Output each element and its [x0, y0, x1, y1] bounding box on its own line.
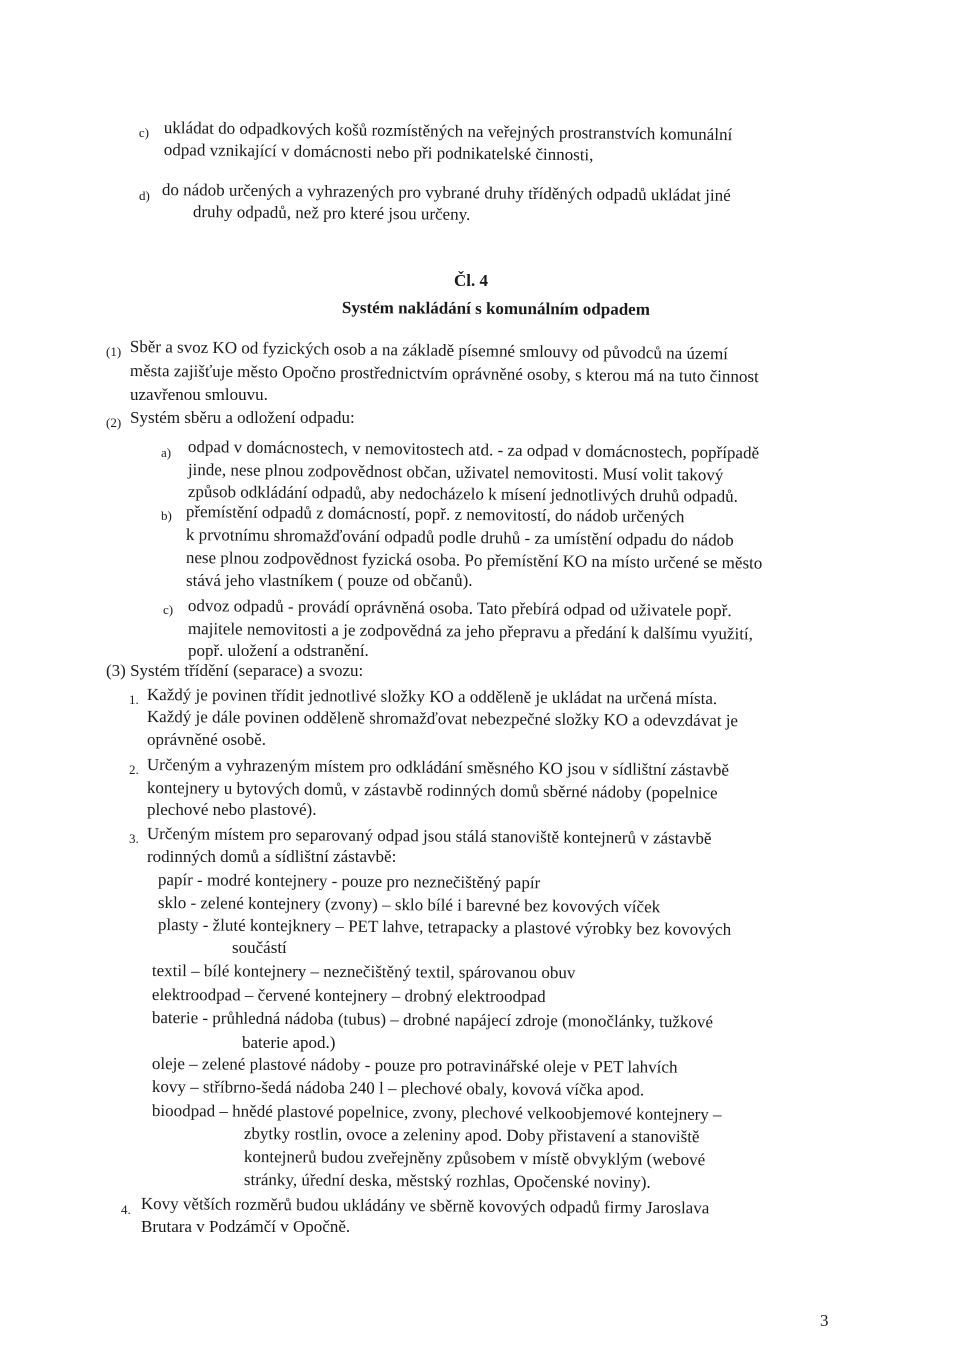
- list-item-baterie: baterie - průhledná nádoba (tubus) – drobné napájecí zdroje (monočlánky, tužkové: [151, 1007, 714, 1032]
- p2-marker: (2): [106, 415, 122, 430]
- list-item-bioodpad-cont: zbytky rostlin, ovoce a zeleniny apod. Doby přistavení a stanoviště: [243, 1124, 700, 1147]
- p2-b-marker: b): [161, 508, 172, 523]
- p3-item1-line: oprávněné osobě.: [147, 730, 266, 749]
- list-item-bioodpad-cont: kontejnerů budou zveřejněny způsobem v místě obvyklým (webové: [243, 1147, 706, 1170]
- p2-b-line: stává jeho vlastníkem ( pouze od občanů).: [186, 571, 473, 590]
- list-item-oleje: oleje – zelené plastové nádoby - pouze pro potravinářské oleje v PET lahvích: [151, 1054, 678, 1077]
- list-item-papir: papír - modré kontejnery - pouze pro neznečištěný papír: [157, 869, 541, 893]
- p3-heading: (3) Systém třídění (separace) a svozu:: [106, 661, 364, 680]
- list-item-bioodpad: bioodpad – hnědé plastové popelnice, zvony, plechové velkoobjemové kontejnery –: [151, 1101, 722, 1124]
- p3-item3-line: rodinných domů a sídlištní zástavbě:: [147, 847, 397, 866]
- p2-heading: Systém sběru a odložení odpadu:: [130, 408, 355, 427]
- list-item-kovy: kovy – stříbrno-šedá nádoba 240 l – plechové obaly, kovová víčka apod.: [151, 1077, 645, 1100]
- p3-item2-marker: 2.: [129, 762, 139, 777]
- p1-line: Sběr a svoz KO od fyzických osob a na základě písemné smlouvy od původců na území: [129, 336, 729, 364]
- article-number: Čl. 4: [454, 271, 488, 290]
- list-item-textil: textil – bílé kontejnery – neznečištěný textil, spárovanou obuv: [151, 961, 576, 983]
- p3-item2-line: kontejnery u bytových domů, v zástavbě rodinných domů sběrné nádoby (popelnice: [146, 777, 718, 803]
- p1-line: města zajišťuje město Opočno prostřednictvím oprávněné osoby, s kterou má na tuto činnost: [129, 360, 759, 387]
- p2-a-marker: a): [161, 445, 172, 460]
- list-item-sklo: sklo - zelené kontejnery (zvony) – sklo bílé i barevné bez kovových víček: [157, 892, 661, 917]
- list-item-plasty: plasty - žluté kontejknery – PET lahve, tetrapacky a plastové výrobky bez kovových: [157, 914, 732, 940]
- p3-item3-line: Určeným místem pro separovaný odpad jsou stálá stanoviště kontejnerů v zástavbě: [146, 823, 712, 848]
- top-item-c-marker: c): [138, 124, 150, 141]
- p2-b-line: nese plnou zodpovědnost fyzická osoba. Po přemístění KO na místo určené se město: [185, 547, 763, 573]
- top-item-d-line: druhy odpadů, než pro které jsou určeny.: [192, 201, 471, 224]
- list-item-baterie-cont: baterie apod.): [242, 1033, 336, 1052]
- p2-c-line: odvoz odpadů - provádí oprávněná osoba. Tato přebírá odpad od uživatele popř.: [187, 595, 732, 621]
- p2-a-line: způsob odkládání odpadů, aby nedocházelo k mísení jednotlivých druhů odpadů.: [187, 481, 738, 506]
- p1-line: uzavřenou smlouvu.: [130, 385, 268, 404]
- p2-b-line: k prvotnímu shromažďování odpadů podle druhů - za umístění odpadu do nádob: [185, 524, 734, 550]
- p3-item1-line: Každý je dále povinen odděleně shromažďovat nebezpečné složky KO a odevzdávat je: [146, 707, 739, 731]
- p2-b-line: přemístění odpadů z domácností, popř. z nemovitostí, do nádob určených: [185, 501, 685, 527]
- article-title: Systém nakládání s komunálním odpadem: [341, 297, 650, 319]
- p3-item1-marker: 1.: [129, 692, 139, 707]
- p3-item4-marker: 4.: [121, 1202, 131, 1217]
- p2-c-line: majitele nemovitosti a je zodpovědná za jeho přepravu a předání k dalšímu využití,: [187, 618, 754, 644]
- p2-c-marker: c): [163, 602, 174, 617]
- list-item-bioodpad-cont: stránky, úřední deska, městský rozhlas, Opočenské noviny).: [243, 1170, 651, 1192]
- p1-marker: (1): [106, 344, 122, 359]
- top-item-c-line: ukládat do odpadkových košů rozmístěných na veřejných prostranstvích komunální: [163, 117, 733, 145]
- p3-item4-line: Brutara v Podzámčí v Opočně.: [141, 1217, 351, 1236]
- top-item-c-line: odpad vznikající v domácnosti nebo při podnikatelské činnosti,: [163, 139, 594, 165]
- p2-a-line: odpad v domácnostech, v nemovitostech atd. - za odpad v domácnostech, popřípadě: [187, 436, 760, 463]
- p3-item2-line: Určeným a vyhrazeným místem pro odkládání směsného KO jsou v sídlištní zástavbě: [146, 754, 730, 780]
- list-item-plasty-cont: součástí: [232, 938, 287, 957]
- p2-a-line: jinde, nese plnou zodpovědnost občan, uživatel nemovitosti. Musí volit takový: [187, 459, 724, 485]
- p2-c-line: popř. uložení a odstranění.: [188, 641, 369, 660]
- p3-item2-line: plechové nebo plastové).: [147, 800, 317, 819]
- list-item-elektroodpad: elektroodpad – červené kontejnery – drobný elektroodpad: [151, 985, 546, 1007]
- p3-item1-line: Každý je povinen třídit jednotlivé složky KO a odděleně je ukládat na určená místa.: [146, 685, 718, 708]
- top-item-d-line: do nádob určených a vyhrazených pro vybrané druhy tříděných odpadů ukládat jiné: [161, 179, 731, 205]
- top-item-d-marker: d): [139, 188, 150, 203]
- p3-item4-line: Kovy větších rozměrů budou ukládány ve sběrně kovových odpadů firmy Jaroslava: [140, 1194, 710, 1218]
- page-number: 3: [820, 1311, 829, 1330]
- p3-item3-marker: 3.: [129, 831, 139, 846]
